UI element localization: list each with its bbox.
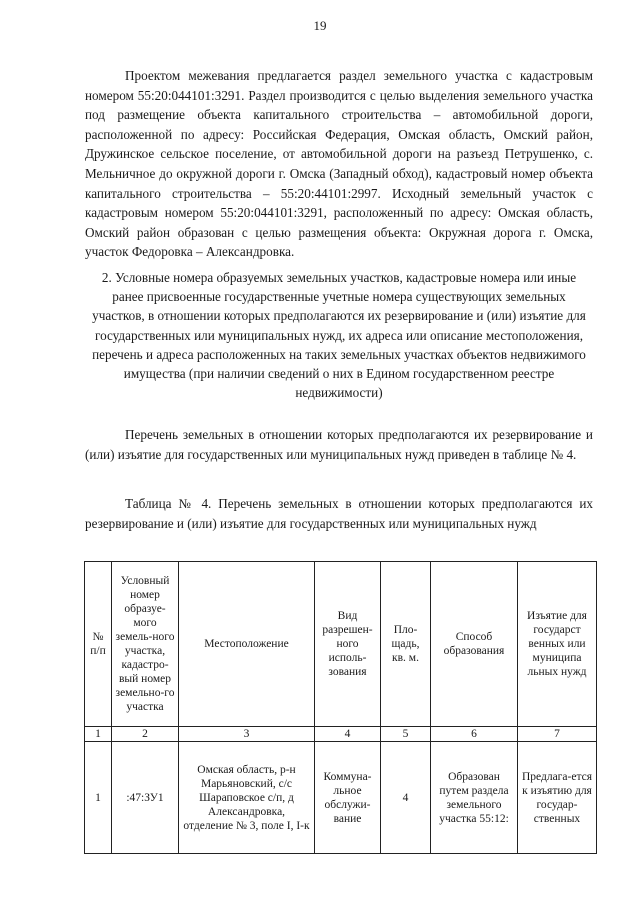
table-header-row <box>85 562 597 727</box>
header-cell: Вид разрешен-ного исполь-зования <box>315 562 381 727</box>
list-paragraph: Перечень земельных в отношении которых предполагаются их резервирование и (или) изъятие для государственных или муниципальных нужд приведен в таблице № 4. <box>85 427 593 462</box>
header-cell: Пло-щадь, кв. м. <box>381 562 431 727</box>
column-number: 5 <box>381 727 431 742</box>
seizure-status: Предлага-ется к изъятию для государ-ственных <box>518 742 597 854</box>
page-number: 19 <box>313 18 327 33</box>
column-number: 2 <box>112 727 179 742</box>
row-number: 1 <box>85 742 112 854</box>
column-number: 6 <box>431 727 518 742</box>
column-number: 4 <box>315 727 381 742</box>
header-cell: № п/п <box>85 562 112 727</box>
plot-location: Омская область, р-н Марьяновский, с/с Шараповское с/п, д Александровка, отделение № 3, поле I, I-к <box>179 742 315 854</box>
header-cell: Местоположение <box>179 562 315 727</box>
column-number: 7 <box>518 727 597 742</box>
section-heading: 2. Условные номера образуемых земельных участков, кадастровые номера или иные ранее присвоенные государственные учетные номера существующих земельных участков, в отношении которых предполагаются их резервирование и (или) изъятие для государственных или муниципальных нужд, их адреса или описание местоположения, перечень и адреса расположенных на таких земельных участках объектов недвижимого имущества (при наличии сведений о них в Едином государственном реестре недвижимости) <box>92 270 586 401</box>
column-number: 3 <box>179 727 315 742</box>
intro-paragraph: Проектом межевания предлагается раздел земельного участка с кадастровым номером 55:20:044101:3291. Раздел производится с целью выделения земельного участка под размещение объекта капитального строительства – автомобильной дороги, расположенной по адресу: Российская Федерация, Омская область, Омский район, Дружинское сельское поселение, от автомобильной дороги на разъезд Петрушенко, с. Мельничное до окружной дороги г. Омска (Западный обход), кадастровый номер объекта капитального строительства – 55:20:44101:2997. Исходный земельный участок с кадастровым номером 55:20:044101:3291, расположенный по адресу: Омская область, Омский район образован с целью размещения объекта: Окружная дорога г. Омска, участок Федоровка – Александровка. <box>85 68 593 260</box>
table-row <box>85 742 597 854</box>
plot-number: :47:ЗУ1 <box>112 742 179 854</box>
land-plots-table <box>84 561 597 854</box>
formation-method: Образован путем раздела земельного участка 55:12: <box>431 742 518 854</box>
column-number: 1 <box>85 727 112 742</box>
column-number-row <box>85 727 597 742</box>
table-caption: Таблица № 4. Перечень земельных в отношении которых предполагаются их резервирование и (или) изъятие для государственных или муниципальных нужд <box>85 496 593 531</box>
plot-area: 4 <box>381 742 431 854</box>
permitted-use: Коммуна-льное обслужи-вание <box>315 742 381 854</box>
header-cell: Условный номер образуе-мого земель-ного участка, кадастро-вый номер земельно-го участка <box>112 562 179 727</box>
header-cell: Изъятие для государст венных или муниципа льных нужд <box>518 562 597 727</box>
header-cell: Способ образования <box>431 562 518 727</box>
